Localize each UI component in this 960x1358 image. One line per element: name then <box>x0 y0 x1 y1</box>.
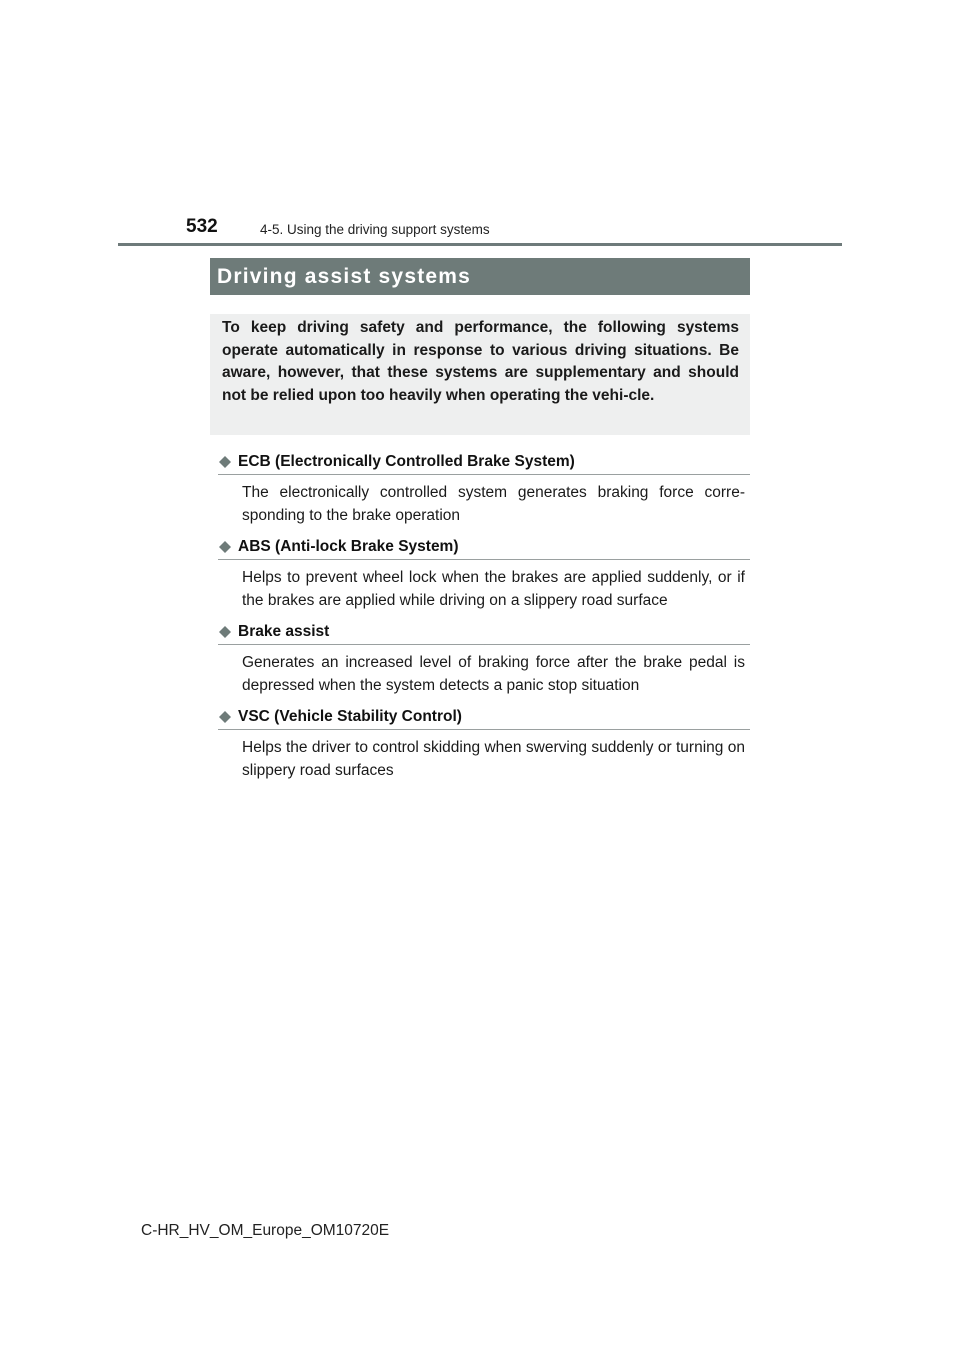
entry-body: Helps to prevent wheel lock when the brakes are applied suddenly, or if the brakes are applied while driving on a slippery road surface <box>242 569 745 609</box>
entry-body: Helps the driver to control skidding when swerving suddenly or turning on slippery road surfaces <box>242 739 745 779</box>
diamond-icon <box>219 541 231 553</box>
entry-heading: VSC (Vehicle Stability Control) <box>238 708 462 725</box>
page-number: 532 <box>186 216 218 237</box>
entry-body: The electronically controlled system generates braking force corre-sponding to the brake operation <box>242 484 745 524</box>
diamond-icon <box>219 626 231 638</box>
entry-divider <box>218 644 750 645</box>
diamond-icon <box>219 456 231 468</box>
entry-heading: ABS (Anti-lock Brake System) <box>238 538 459 555</box>
intro-text: To keep driving safety and performance, the following systems operate automatically in response to various driving situations. Be aware, however, that these systems are supplementary and should not be relied upon too heavily when operating the vehi-cle. <box>222 319 739 404</box>
intro-box <box>210 314 750 435</box>
section-title: Driving assist systems <box>217 264 472 288</box>
entry-divider <box>218 559 750 560</box>
entry-heading-row <box>218 706 750 728</box>
entry-divider <box>218 474 750 475</box>
entry-ecb <box>218 451 750 527</box>
section-path: 4-5. Using the driving support systems <box>260 222 490 237</box>
entry-heading-row <box>218 621 750 643</box>
entry-heading: ECB (Electronically Controlled Brake System) <box>238 453 575 470</box>
entry-brake-assist <box>218 621 750 697</box>
document-code: C-HR_HV_OM_Europe_OM10720E <box>141 1222 390 1239</box>
entry-vsc <box>218 706 750 782</box>
entry-body: Generates an increased level of braking force after the brake pedal is depressed when the system detects a panic stop situation <box>242 654 745 694</box>
diamond-icon <box>219 711 231 723</box>
entry-divider <box>218 729 750 730</box>
header-divider <box>118 243 842 246</box>
entry-heading-row <box>218 536 750 558</box>
entry-heading-row <box>218 451 750 473</box>
section-title-bar <box>210 258 750 295</box>
entry-abs <box>218 536 750 612</box>
entry-heading: Brake assist <box>238 623 330 640</box>
